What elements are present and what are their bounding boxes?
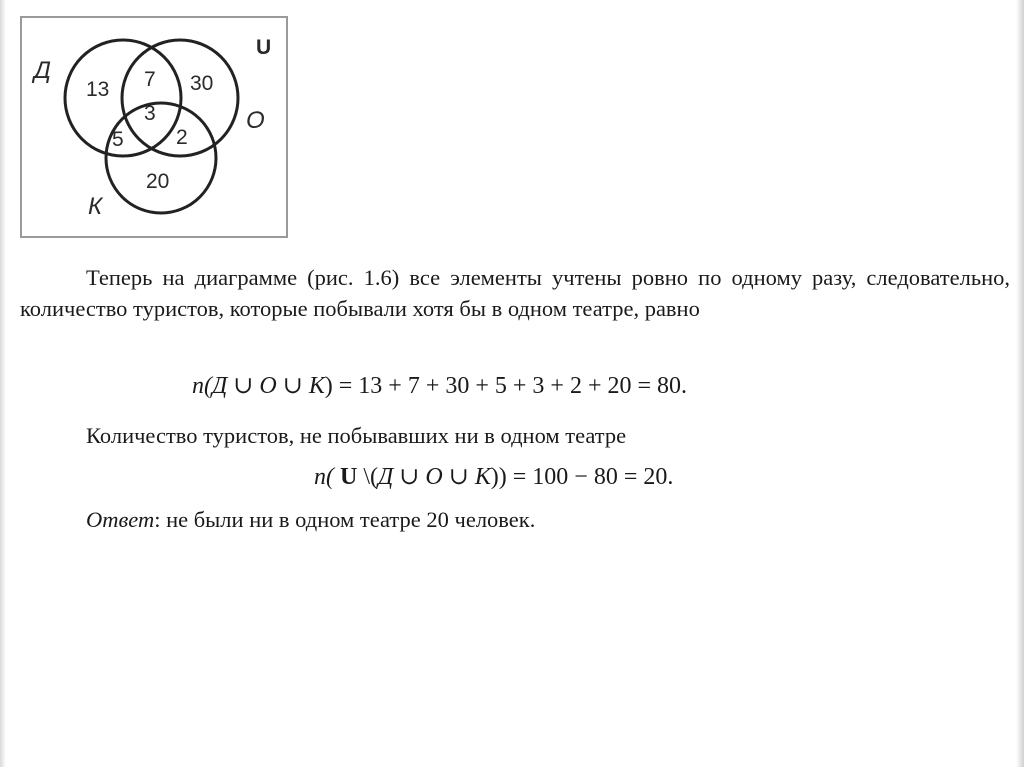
- region-only-k: 20: [146, 170, 170, 193]
- region-o-and-k: 2: [176, 126, 188, 149]
- formula-complement-count: [314, 462, 673, 491]
- venn-diagram: [20, 16, 288, 238]
- formula2-n: n(: [314, 464, 334, 490]
- answer-label: Ответ: [86, 507, 155, 532]
- formula2-u: U: [334, 464, 358, 490]
- formula2-mid: \(: [357, 464, 379, 490]
- formula1-rhs: ) = 13 + 7 + 30 + 5 + 3 + 2 + 20 = 80.: [324, 373, 688, 399]
- answer-text: : не были ни в одном театре 20 человек.: [154, 507, 536, 532]
- formula-union-count: [192, 371, 687, 400]
- slide-edge-right: [1016, 0, 1024, 767]
- set-d-label: Д: [34, 57, 51, 84]
- region-only-d: 13: [86, 78, 110, 101]
- set-k-label: К: [88, 193, 103, 220]
- region-d-and-k: 5: [112, 128, 124, 151]
- universe-label: U: [256, 36, 272, 59]
- region-all-three: 3: [144, 102, 156, 125]
- answer-line: [86, 507, 535, 533]
- region-d-and-o: 7: [144, 68, 156, 91]
- paragraph-1: Теперь на диаграмме (рис. 1.6) все элементы учтены ровно по одному разу, следовательно, количество туристов, которые побывали хотя бы в одном театре, равно: [20, 265, 1010, 321]
- formula1-set: Д ∪ О ∪ К: [212, 373, 325, 399]
- line-2: Количество туристов, не побывавших ни в одном театре: [86, 423, 627, 448]
- formula1-n: n(: [192, 373, 212, 399]
- formula2-set: Д ∪ О ∪ К: [378, 464, 491, 490]
- slide-edge-left: [0, 0, 6, 767]
- region-only-o: 30: [190, 72, 214, 95]
- set-o-label: О: [246, 107, 265, 134]
- formula2-rhs: )) = 100 − 80 = 20.: [490, 464, 674, 490]
